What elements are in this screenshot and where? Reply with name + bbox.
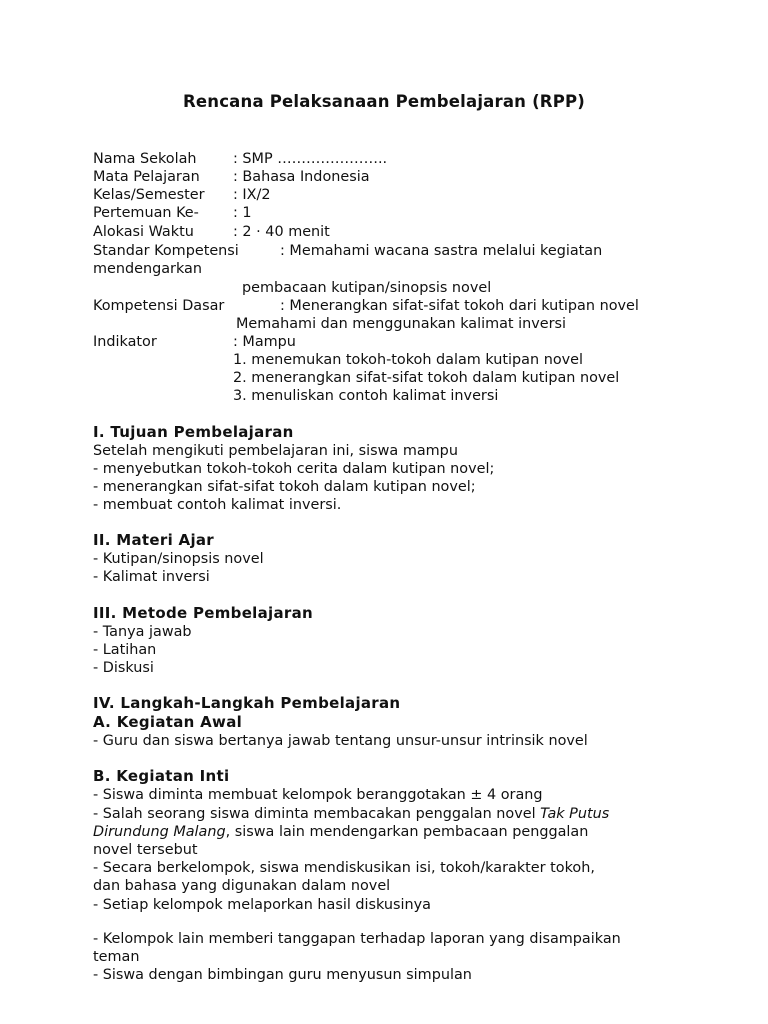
row-kelas-semester [93,186,271,204]
tujuan-item: - menerangkan sifat-sifat tokoh dalam kutipan novel; [93,479,476,495]
kegiatan-inti-item: - Secara berkelompok, siswa mendiskusikan isi, tokoh/karakter tokoh, [93,860,595,876]
label-alokasi-waktu: Alokasi Waktu [93,224,194,240]
subheading-kegiatan-awal: A. Kegiatan Awal [93,713,243,731]
kegiatan-awal-item: - Guru dan siswa bertanya jawab tentang unsur-unsur intrinsik novel [93,733,588,749]
section-heading-langkah: IV. Langkah-Langkah Pembelajaran [93,694,401,712]
kegiatan-inti-item-cont: novel tersebut [93,842,198,858]
standar-kompetensi-cont-1: mendengarkan [93,261,202,277]
metode-item: - Latihan [93,642,157,658]
inti-item2-text-cont: , siswa lain mendengarkan pembacaan penggalan [225,824,589,840]
tujuan-item: - menyebutkan tokoh-tokoh cerita dalam kutipan novel; [93,461,495,477]
label-kompetensi-dasar: Kompetensi Dasar [93,298,225,314]
indikator-item: 1. menemukan tokoh-tokoh dalam kutipan novel [233,352,583,368]
row-nama-sekolah [93,150,387,168]
metode-item: - Diskusi [93,660,154,676]
value-mata-pelajaran: : Bahasa Indonesia [233,169,370,185]
label-indikator: Indikator [93,334,157,350]
section-heading-metode: III. Metode Pembelajaran [93,604,314,622]
kegiatan-inti-item: - Siswa dengan bimbingan guru menyusun simpulan [93,967,472,983]
label-standar-kompetensi: Standar Kompetensi [93,243,239,259]
row-kompetensi-dasar [93,297,639,315]
row-pertemuan [93,204,252,222]
label-pertemuan: Pertemuan Ke- [93,205,199,221]
label-nama-sekolah: Nama Sekolah [93,151,197,167]
indikator-item: 2. menerangkan sifat-sifat tokoh dalam kutipan novel [233,370,620,386]
kegiatan-inti-item: - Siswa diminta membuat kelompok beranggotakan ± 4 orang [93,787,543,803]
inti-item2-text: - Salah seorang siswa diminta membacakan penggalan novel [93,806,541,822]
tujuan-item: - membuat contoh kalimat inversi. [93,497,342,513]
tujuan-intro: Setelah mengikuti pembelajaran ini, siswa mampu [93,443,458,459]
section-heading-materi: II. Materi Ajar [93,531,215,549]
section-heading-tujuan: I. Tujuan Pembelajaran [93,423,294,441]
materi-item: - Kutipan/sinopsis novel [93,551,264,567]
page-title: Rencana Pelaksanaan Pembelajaran (RPP) [182,92,586,111]
novel-title-part-1: Tak Putus [540,806,610,822]
value-nama-sekolah: : SMP ………………….. [233,151,388,167]
subheading-kegiatan-inti: B. Kegiatan Inti [93,767,230,785]
label-kelas-semester: Kelas/Semester [93,187,205,203]
kegiatan-inti-item-cont [93,823,588,841]
label-mata-pelajaran: Mata Pelajaran [93,169,200,185]
kegiatan-inti-item [93,805,609,823]
value-alokasi-waktu: : 2 · 40 menit [233,224,330,240]
kegiatan-inti-item-cont: dan bahasa yang digunakan dalam novel [93,878,391,894]
novel-title-part-2: Dirundung Malang [93,824,226,840]
materi-item: - Kalimat inversi [93,569,210,585]
kompetensi-dasar-cont-1: Memahami dan menggunakan kalimat inversi [236,316,567,332]
row-standar-kompetensi [93,242,602,260]
value-pertemuan: : 1 [233,205,252,221]
kegiatan-inti-item: - Setiap kelompok melaporkan hasil diskusinya [93,897,432,913]
indikator-item: 3. menuliskan contoh kalimat inversi [233,388,499,404]
metode-item: - Tanya jawab [93,624,192,640]
row-mata-pelajaran [93,168,370,186]
kegiatan-inti-item-cont: teman [93,949,140,965]
kegiatan-inti-item: - Kelompok lain memberi tanggapan terhadap laporan yang disampaikan [93,931,621,947]
row-alokasi-waktu [93,223,330,241]
value-standar-kompetensi: : Memahami wacana sastra melalui kegiatan [280,243,603,259]
standar-kompetensi-cont-2: pembacaan kutipan/sinopsis novel [242,280,492,296]
value-kompetensi-dasar: : Menerangkan sifat-sifat tokoh dari kutipan novel [280,298,639,314]
row-indikator [93,333,296,351]
value-indikator: : Mampu [233,334,296,350]
value-kelas-semester: : IX/2 [233,187,271,203]
